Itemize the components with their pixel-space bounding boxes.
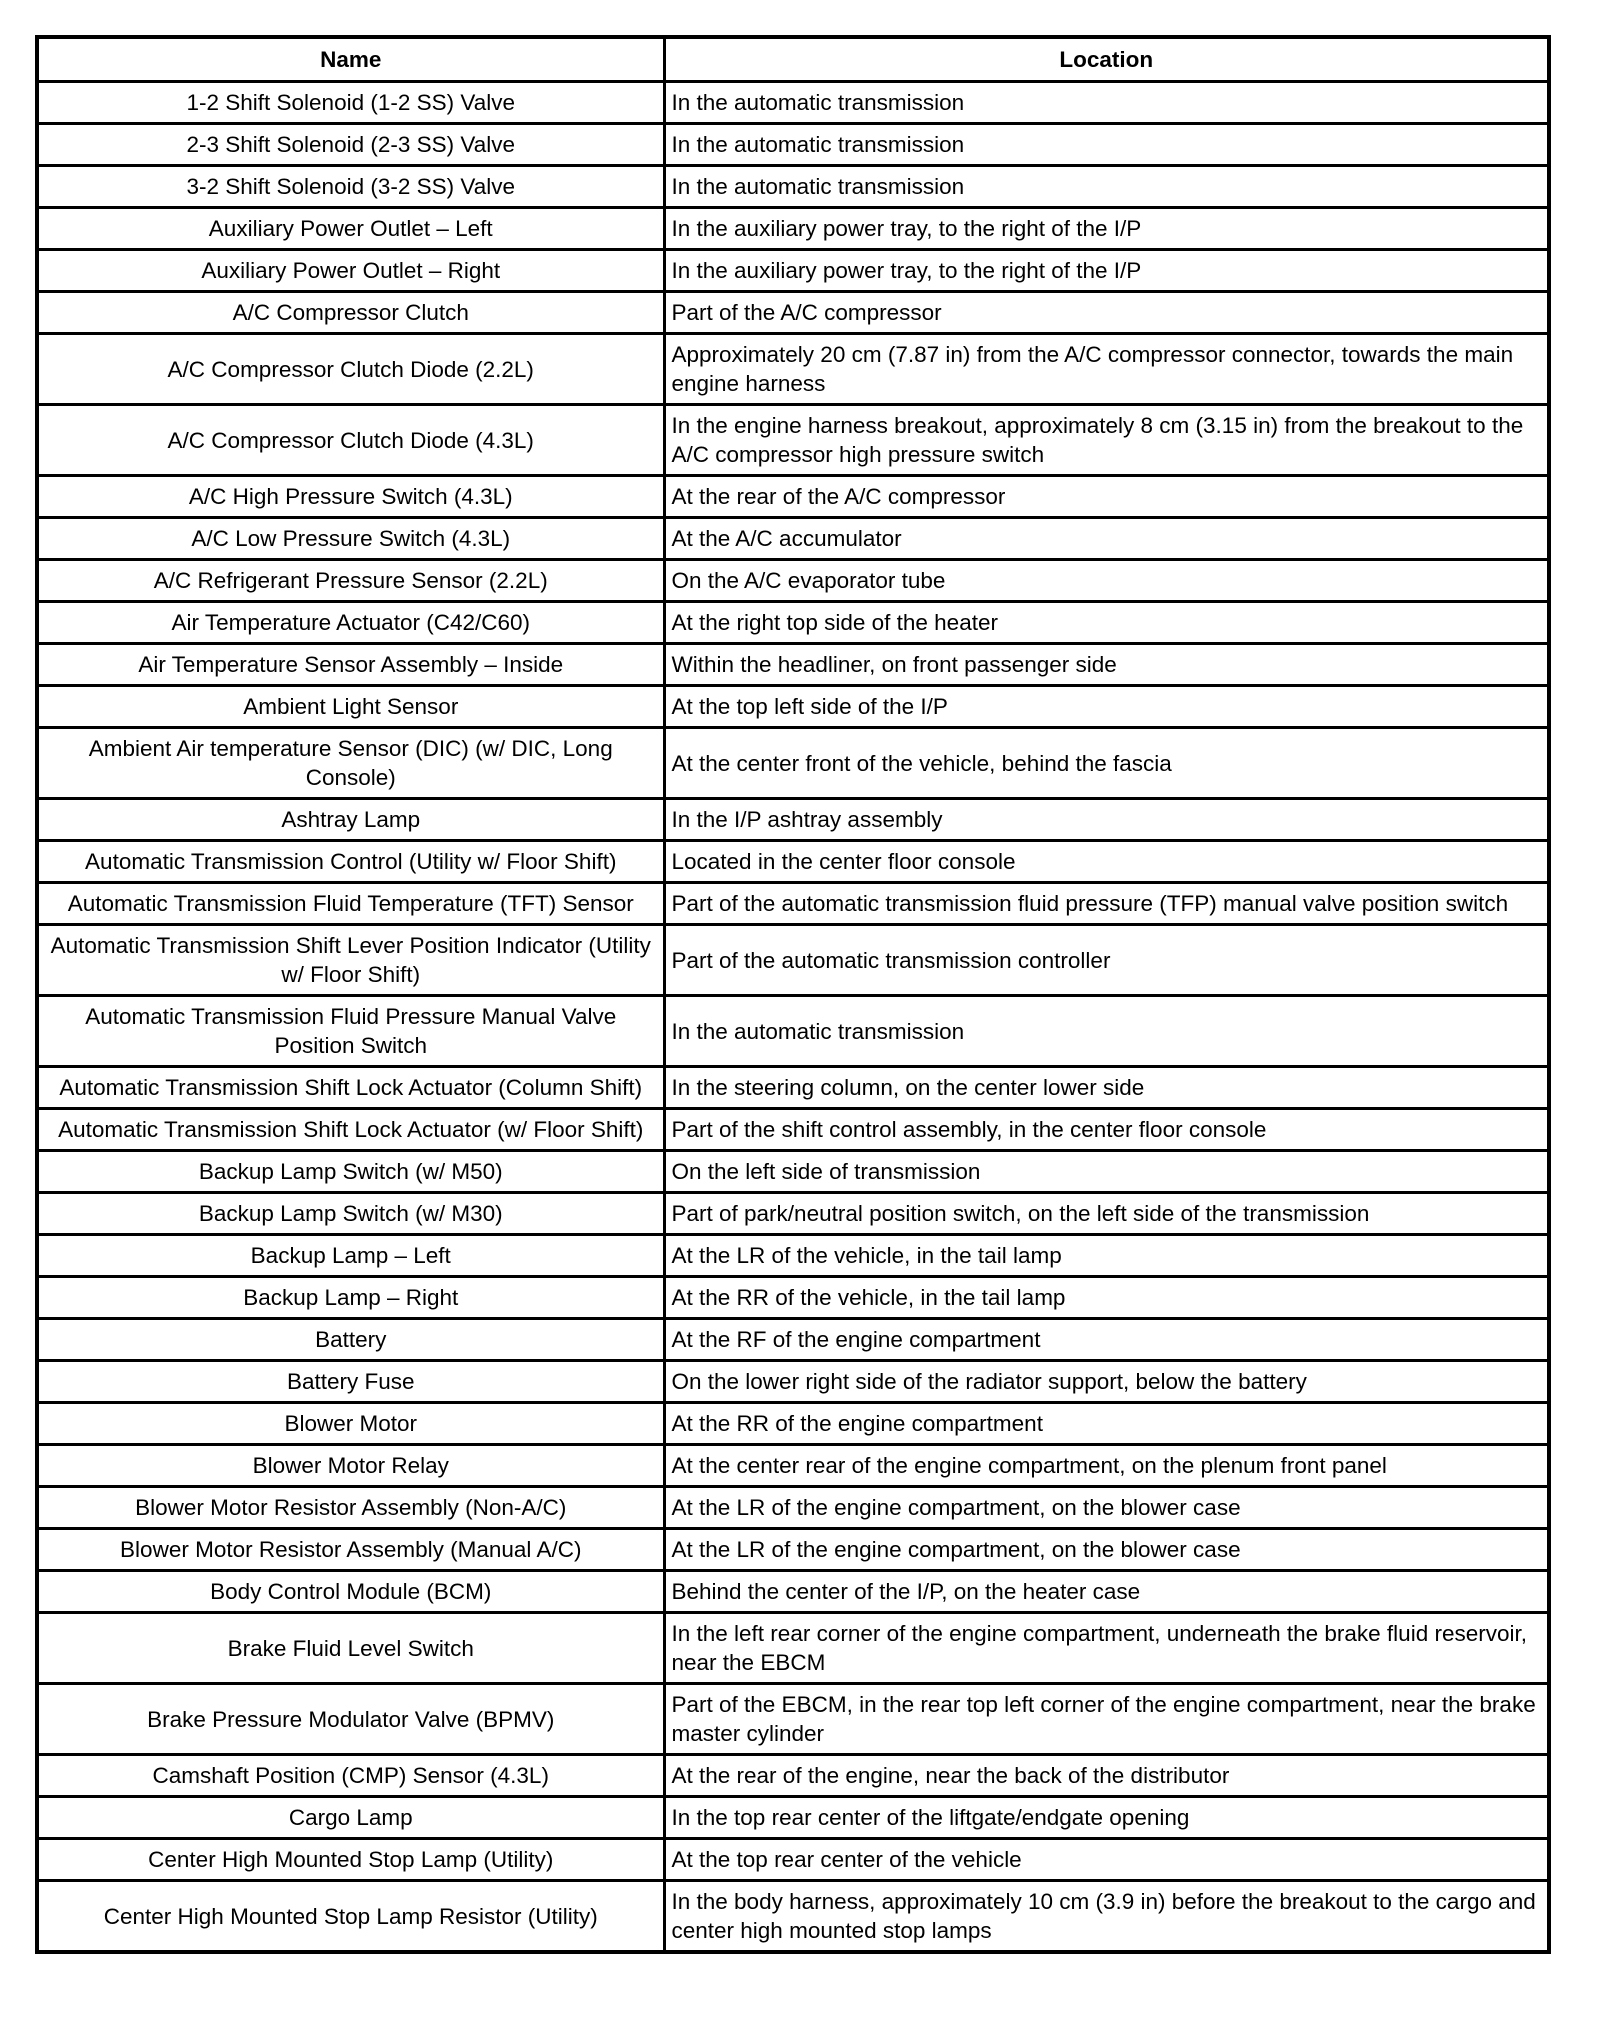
table-row <box>37 82 1549 124</box>
table-row <box>37 1361 1549 1403</box>
table-row <box>37 602 1549 644</box>
component-location-cell: Within the headliner, on front passenger side <box>664 644 1549 686</box>
location-table <box>35 35 1551 1954</box>
component-name-cell: Air Temperature Sensor Assembly – Inside <box>37 644 664 686</box>
table-row <box>37 883 1549 925</box>
table-row <box>37 686 1549 728</box>
component-name-cell: Backup Lamp Switch (w/ M50) <box>37 1151 664 1193</box>
component-name-cell: Air Temperature Actuator (C42/C60) <box>37 602 664 644</box>
table-row <box>37 405 1549 476</box>
component-location-cell: At the A/C accumulator <box>664 518 1549 560</box>
table-row <box>37 208 1549 250</box>
component-location-cell: At the RR of the vehicle, in the tail lamp <box>664 1277 1549 1319</box>
table-row <box>37 996 1549 1067</box>
table-row <box>37 518 1549 560</box>
component-name-cell: Blower Motor Relay <box>37 1445 664 1487</box>
component-location-table <box>35 35 1547 1954</box>
table-row <box>37 799 1549 841</box>
component-name-cell: 2-3 Shift Solenoid (2-3 SS) Valve <box>37 124 664 166</box>
table-row <box>37 1797 1549 1839</box>
table-row <box>37 476 1549 518</box>
component-name-cell: Ambient Light Sensor <box>37 686 664 728</box>
component-name-cell: A/C Low Pressure Switch (4.3L) <box>37 518 664 560</box>
component-location-cell: At the top left side of the I/P <box>664 686 1549 728</box>
component-name-cell: Center High Mounted Stop Lamp Resistor (Utility) <box>37 1881 664 1953</box>
component-location-cell: Behind the center of the I/P, on the heater case <box>664 1571 1549 1613</box>
component-name-cell: Blower Motor Resistor Assembly (Non-A/C) <box>37 1487 664 1529</box>
component-location-cell: At the rear of the A/C compressor <box>664 476 1549 518</box>
component-name-cell: Backup Lamp – Left <box>37 1235 664 1277</box>
table-row <box>37 1067 1549 1109</box>
table-row <box>37 1571 1549 1613</box>
header-name: Name <box>37 37 664 82</box>
component-location-cell: Part of the automatic transmission fluid pressure (TFP) manual valve position switch <box>664 883 1549 925</box>
component-name-cell: A/C Compressor Clutch Diode (4.3L) <box>37 405 664 476</box>
component-location-cell: On the lower right side of the radiator support, below the battery <box>664 1361 1549 1403</box>
component-location-cell: On the left side of transmission <box>664 1151 1549 1193</box>
component-location-cell: In the automatic transmission <box>664 166 1549 208</box>
component-name-cell: Brake Pressure Modulator Valve (BPMV) <box>37 1684 664 1755</box>
component-name-cell: A/C Refrigerant Pressure Sensor (2.2L) <box>37 560 664 602</box>
header-location: Location <box>664 37 1549 82</box>
component-name-cell: Ambient Air temperature Sensor (DIC) (w/ DIC, Long Console) <box>37 728 664 799</box>
table-row <box>37 1881 1549 1953</box>
component-location-cell: In the auxiliary power tray, to the right of the I/P <box>664 250 1549 292</box>
component-name-cell: Automatic Transmission Shift Lock Actuator (Column Shift) <box>37 1067 664 1109</box>
component-location-cell: At the right top side of the heater <box>664 602 1549 644</box>
component-name-cell: A/C Compressor Clutch <box>37 292 664 334</box>
component-location-cell: Part of the automatic transmission controller <box>664 925 1549 996</box>
table-row <box>37 166 1549 208</box>
table-row <box>37 124 1549 166</box>
component-location-cell: Part of park/neutral position switch, on the left side of the transmission <box>664 1193 1549 1235</box>
table-row <box>37 334 1549 405</box>
table-row <box>37 1613 1549 1684</box>
component-location-cell: In the top rear center of the liftgate/endgate opening <box>664 1797 1549 1839</box>
component-location-cell: Located in the center floor console <box>664 841 1549 883</box>
component-name-cell: Center High Mounted Stop Lamp (Utility) <box>37 1839 664 1881</box>
component-name-cell: Battery Fuse <box>37 1361 664 1403</box>
table-row <box>37 1403 1549 1445</box>
component-name-cell: Auxiliary Power Outlet – Right <box>37 250 664 292</box>
component-location-cell: At the center front of the vehicle, behind the fascia <box>664 728 1549 799</box>
component-location-cell: At the RR of the engine compartment <box>664 1403 1549 1445</box>
component-name-cell: Backup Lamp – Right <box>37 1277 664 1319</box>
component-name-cell: Blower Motor Resistor Assembly (Manual A/C) <box>37 1529 664 1571</box>
table-row <box>37 1319 1549 1361</box>
table-row <box>37 1277 1549 1319</box>
component-location-cell: At the center rear of the engine compartment, on the plenum front panel <box>664 1445 1549 1487</box>
component-location-cell: Approximately 20 cm (7.87 in) from the A/C compressor connector, towards the main engine harness <box>664 334 1549 405</box>
component-name-cell: Automatic Transmission Fluid Pressure Manual Valve Position Switch <box>37 996 664 1067</box>
table-row <box>37 925 1549 996</box>
component-location-cell: In the left rear corner of the engine compartment, underneath the brake fluid reservoir, near the EBCM <box>664 1613 1549 1684</box>
table-row <box>37 292 1549 334</box>
component-location-cell: In the I/P ashtray assembly <box>664 799 1549 841</box>
table-row <box>37 1755 1549 1797</box>
component-location-cell: At the LR of the engine compartment, on the blower case <box>664 1487 1549 1529</box>
component-name-cell: Automatic Transmission Shift Lock Actuator (w/ Floor Shift) <box>37 1109 664 1151</box>
table-row <box>37 560 1549 602</box>
table-row <box>37 1235 1549 1277</box>
table-row <box>37 1151 1549 1193</box>
component-location-cell: In the steering column, on the center lower side <box>664 1067 1549 1109</box>
component-location-cell: Part of the EBCM, in the rear top left corner of the engine compartment, near the brake master cylinder <box>664 1684 1549 1755</box>
table-row <box>37 1109 1549 1151</box>
table-row <box>37 644 1549 686</box>
component-location-cell: At the top rear center of the vehicle <box>664 1839 1549 1881</box>
component-location-cell: In the engine harness breakout, approximately 8 cm (3.15 in) from the breakout to the A/C compressor high pressure switch <box>664 405 1549 476</box>
component-name-cell: Battery <box>37 1319 664 1361</box>
component-location-cell: Part of the shift control assembly, in the center floor console <box>664 1109 1549 1151</box>
component-name-cell: Cargo Lamp <box>37 1797 664 1839</box>
table-row <box>37 1487 1549 1529</box>
table-row <box>37 250 1549 292</box>
table-row <box>37 1193 1549 1235</box>
component-name-cell: Body Control Module (BCM) <box>37 1571 664 1613</box>
component-name-cell: Automatic Transmission Shift Lever Position Indicator (Utility w/ Floor Shift) <box>37 925 664 996</box>
component-name-cell: Ashtray Lamp <box>37 799 664 841</box>
component-name-cell: 3-2 Shift Solenoid (3-2 SS) Valve <box>37 166 664 208</box>
component-location-cell: At the LR of the vehicle, in the tail lamp <box>664 1235 1549 1277</box>
table-row <box>37 1839 1549 1881</box>
component-location-cell: At the LR of the engine compartment, on the blower case <box>664 1529 1549 1571</box>
component-name-cell: Camshaft Position (CMP) Sensor (4.3L) <box>37 1755 664 1797</box>
header-row <box>37 37 1549 82</box>
component-name-cell: Backup Lamp Switch (w/ M30) <box>37 1193 664 1235</box>
table-row <box>37 841 1549 883</box>
table-row <box>37 1684 1549 1755</box>
component-name-cell: Blower Motor <box>37 1403 664 1445</box>
table-row <box>37 1529 1549 1571</box>
table-body <box>37 82 1549 1953</box>
table-row <box>37 1445 1549 1487</box>
component-location-cell: In the automatic transmission <box>664 124 1549 166</box>
component-name-cell: Auxiliary Power Outlet – Left <box>37 208 664 250</box>
component-location-cell: In the automatic transmission <box>664 996 1549 1067</box>
component-location-cell: In the auxiliary power tray, to the right of the I/P <box>664 208 1549 250</box>
component-name-cell: 1-2 Shift Solenoid (1-2 SS) Valve <box>37 82 664 124</box>
component-location-cell: At the rear of the engine, near the back of the distributor <box>664 1755 1549 1797</box>
component-name-cell: Automatic Transmission Fluid Temperature (TFT) Sensor <box>37 883 664 925</box>
component-location-cell: In the automatic transmission <box>664 82 1549 124</box>
component-name-cell: A/C High Pressure Switch (4.3L) <box>37 476 664 518</box>
component-location-cell: In the body harness, approximately 10 cm (3.9 in) before the breakout to the cargo and center high mounted stop lamps <box>664 1881 1549 1953</box>
component-name-cell: Brake Fluid Level Switch <box>37 1613 664 1684</box>
component-location-cell: On the A/C evaporator tube <box>664 560 1549 602</box>
table-row <box>37 728 1549 799</box>
component-name-cell: Automatic Transmission Control (Utility w/ Floor Shift) <box>37 841 664 883</box>
component-location-cell: Part of the A/C compressor <box>664 292 1549 334</box>
component-location-cell: At the RF of the engine compartment <box>664 1319 1549 1361</box>
component-name-cell: A/C Compressor Clutch Diode (2.2L) <box>37 334 664 405</box>
